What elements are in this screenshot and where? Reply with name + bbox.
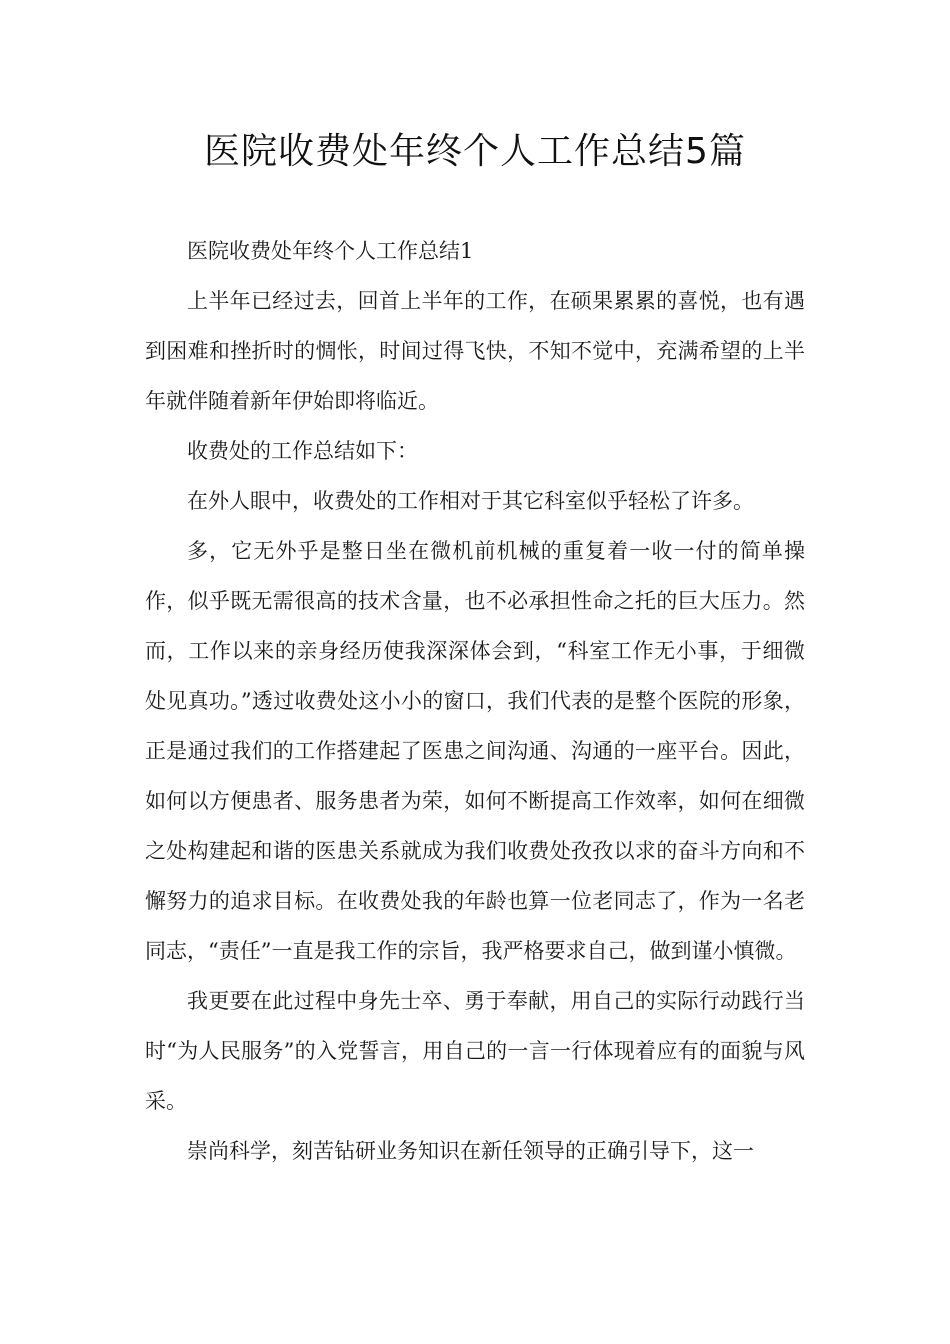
section-heading: 医院收费处年终个人工作总结1 (187, 239, 474, 263)
paragraph: 在外人眼中，收费处的工作相对于其它科室似乎轻松了许多。 (187, 489, 754, 513)
paragraph: 我更要在此过程中身先士卒、勇于奉献，用自己的实际行动践行当时“为人民服务”的入党誓言，用自己的一言一行体现着应有的面貌与风采。 (145, 989, 805, 1113)
paragraph: 多，它无外乎是整日坐在微机前机械的重复着一收一付的简单操作，似乎既无需很高的技术含量，也不必承担性命之托的巨大压力。然而，工作以来的亲身经历使我深深体会到，“科室工作无小事，于细微处见真功。”透过收费处这小小的窗口，我们代表的是整个医院的形象，正是通过我们的工作搭建起了医患之间沟通、沟通的一座平台。因此，如何以方便患者、服务患者为荣，如何不断提高工作效率，如何在细微之处构建起和谐的医患关系就成为我们收费处孜孜以求的奋斗方向和不懈努力的追求目标。在收费处我的年龄也算一位老同志了，作为一名老同志，“责任”一直是我工作的宗旨，我严格要求自己，做到谨小慎微。 (145, 539, 805, 963)
document-title: 医院收费处年终个人工作总结5篇 (204, 131, 746, 172)
document-body (145, 226, 805, 1176)
paragraph: 上半年已经过去，回首上半年的工作，在硕果累累的喜悦，也有遇到困难和挫折时的惆怅，时间过得飞快，不知不觉中，充满希望的上半年就伴随着新年伊始即将临近。 (145, 289, 805, 413)
paragraph: 收费处的工作总结如下： (187, 439, 418, 463)
paragraph: 崇尚科学，刻苦钻研业务知识在新任领导的正确引导下，这一 (187, 1139, 754, 1163)
